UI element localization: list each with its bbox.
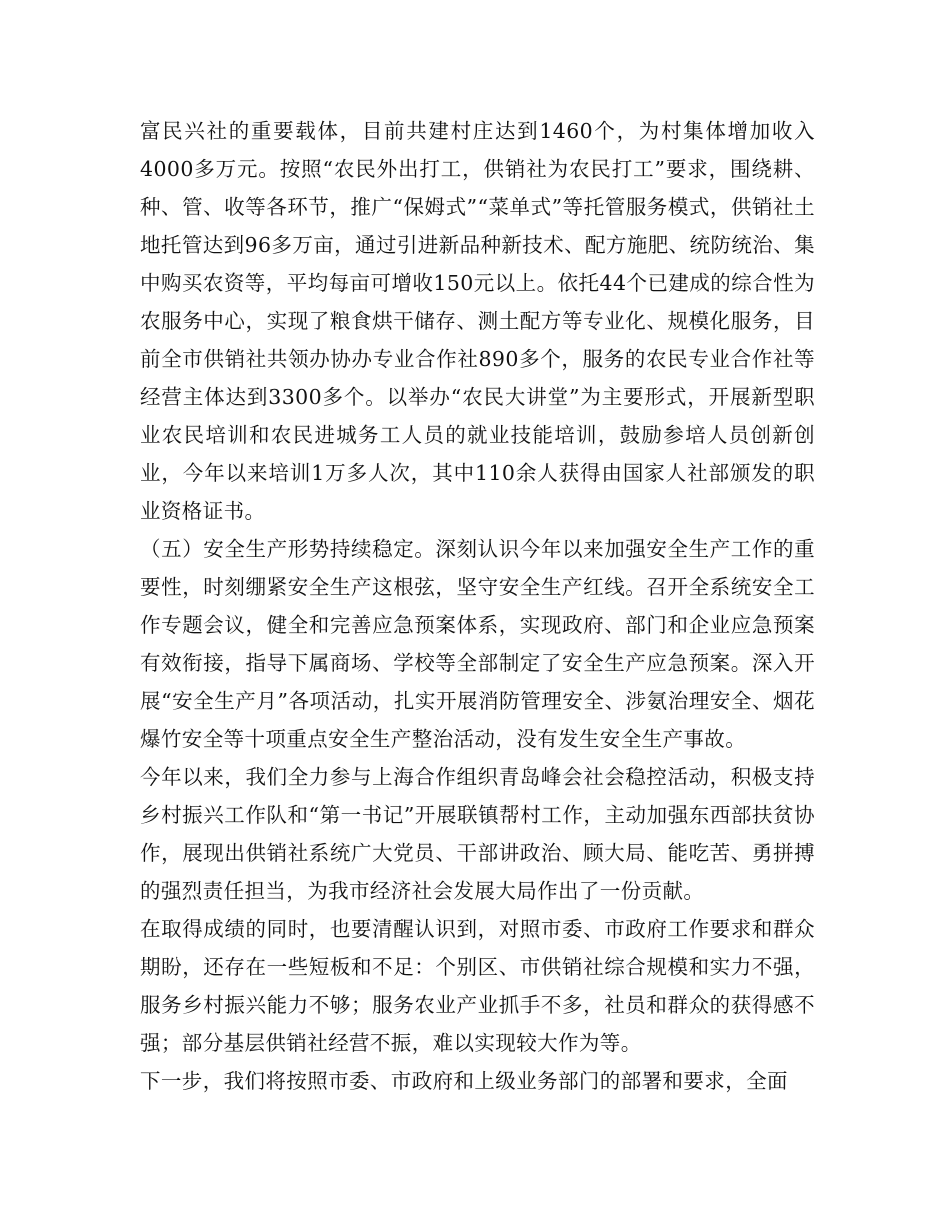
paragraph-next-steps: 下一步，我们将按照市委、市政府和上级业务部门的部署和要求，全面 [140, 1069, 788, 1093]
paragraph-contribution: 今年以来，我们全力参与上海合作组织青岛峰会社会稳控活动，积极支持乡村振兴工作队和“第一书记”开展联镇帮村工作，主动加强东西部扶贫协作，展现出供销社系统广大党员、干部讲政治、顾大局、能吃苦、勇拼搏的强烈责任担当，为我市经济社会发展大局作出了一份贡献。 [140, 765, 815, 903]
paragraph-services: 富民兴社的重要载体，目前共建村庄达到1460个，为村集体增加收入4000多万元。按照“农民外出打工，供销社为农民打工”要求，围绕耕、种、管、收等各环节，推广“保姆式”“菜单式”等托管服务模式，供销社土地托管达到96多万亩，通过引进新品种新技术、配方施肥、统防统治、集中购买农资等，平均每亩可增收150元以上。依托44个已建成的综合性为农服务中心，实现了粮食烘干储存、测土配方等专业化、规模化服务，目前全市供销社共领办协办专业合作社890多个，服务的农民专业合作社等经营主体达到3300多个。以举办“农民大讲堂”为主要形式，开展新型职业农民培训和农民进城务工人员的就业技能培训，鼓励参培人员创新创业，今年以来培训1万多人次，其中110余人获得由国家人社部颁发的职业资格证书。 [140, 119, 815, 523]
document-body [140, 112, 815, 1100]
paragraph-shortcomings: 在取得成绩的同时，也要清醒认识到，对照市委、市政府工作要求和群众期盼，还存在一些短板和不足：个别区、市供销社综合规模和实力不强，服务乡村振兴能力不够；服务农业产业抓手不多，社员和群众的获得感不强；部分基层供销社经营不振，难以实现较大作为等。 [140, 917, 815, 1055]
paragraph-safety: （五）安全生产形势持续稳定。深刻认识今年以来加强安全生产工作的重要性，时刻绷紧安全生产这根弦，坚守安全生产红线。召开全系统安全工作专题会议，健全和完善应急预案体系，实现政府、部门和企业应急预案有效衔接，指导下属商场、学校等全部制定了安全生产应急预案。深入开展“安全生产月”各项活动，扎实开展消防管理安全、涉氨治理安全、烟花爆竹安全等十项重点安全生产整治活动，没有发生安全生产事故。 [140, 537, 815, 751]
